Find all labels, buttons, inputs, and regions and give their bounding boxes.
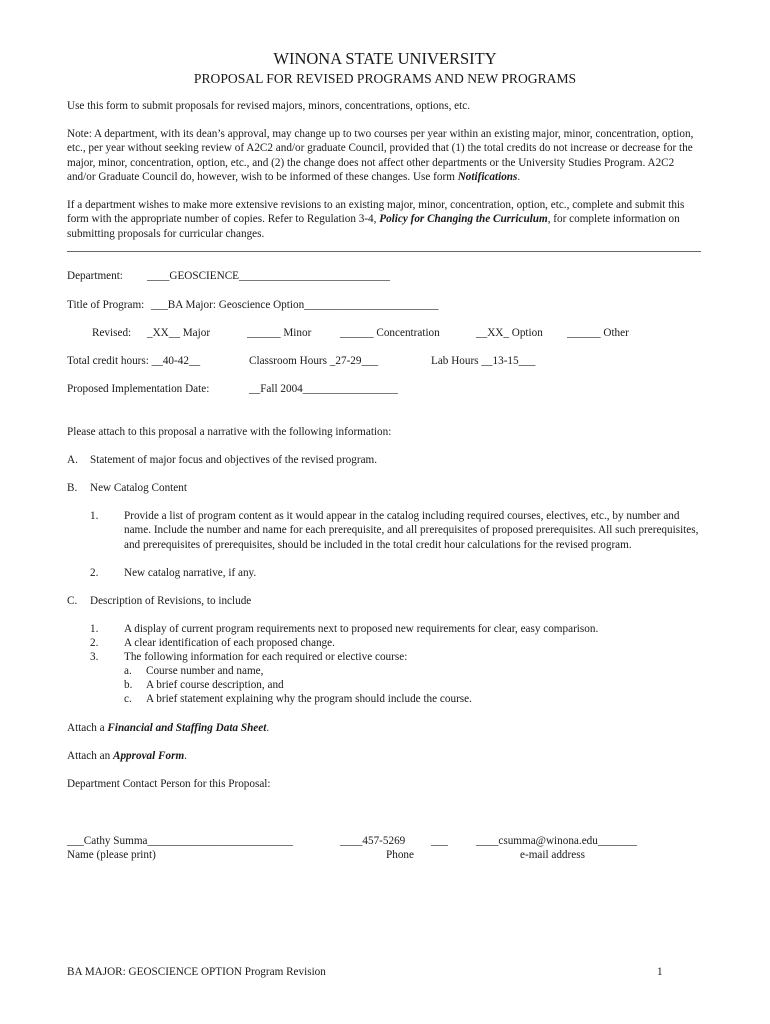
financial-prefix: Attach a [67,722,108,734]
item-c3b-text: A brief course description, and [146,679,284,691]
department-label: Department: [67,270,123,282]
item-c3c-text: A brief statement explaining why the program should include the course. [146,693,472,705]
extensive-end: , for complete information on submitting proposals for curricular changes. [67,213,680,240]
lab-hours-field[interactable]: Lab Hours __13-15___ [431,355,536,367]
contact-email-field[interactable]: ____csumma@winona.edu_______ [476,835,638,847]
revised-label: Revised: [92,327,132,339]
classroom-hours-field[interactable]: Classroom Hours _27-29___ [249,355,379,367]
item-a-text: Statement of major focus and objectives of the revised program. [90,454,378,466]
note-end: . [517,171,521,184]
narrative-intro: Please attach to this proposal a narrative with the following information: [67,426,392,438]
program-title-label: Title of Program: [67,299,145,311]
item-c-text: Description of Revisions, to include [90,595,252,607]
contact-blank-field[interactable]: ___ [431,835,448,847]
item-a-letter: A. [67,454,78,466]
revised-option-field[interactable]: __XX_ Option [476,327,543,339]
department-field[interactable]: ____GEOSCIENCE___________________________ [147,270,391,282]
item-b1-text: Provide a list of program content as it would appear in the catalog including required courses, electives, etc., by number and name. Include the number and name for each prerequisite, and all prerequisites of proposed prerequisites. All such prerequisites, and prerequisites of prerequisites, should be included in the total credit hour calculations for the revised program. [124,510,699,551]
item-c-letter: C. [67,595,78,607]
item-b-letter: B. [67,482,78,494]
item-c1-text: A display of current program requirements next to proposed new requirements for clear, easy comparison. [124,623,599,635]
credit-hours-field[interactable]: Total credit hours: __40-42__ [67,355,201,367]
approval-form-name: Approval Form [112,750,185,762]
note-text: Note: A department, with its dean’s approval, may change up to two courses per year within an existing major, minor, concentration, option, etc., per year without seeking review of A2C2 and/or graduate Council, provided that (1) the total credits do not increase or decrease for the major, minor, concentration, option, etc., and (2) the change does not affect other departments or the University Studies Program. A2C2 and/or Graduate Council do, however, wish to be informed of these changes. Use form [67,128,694,184]
extensive-text: If a department wishes to make more extensive revisions to an existing major, minor, concentration, option, etc., complete and submit this form with the appropriate number of copies. Refer to Regulation 3-4, [67,199,685,226]
item-c3a-letter: a. [124,665,132,677]
name-caption: Name (please print) [67,849,156,861]
footer-title: BA MAJOR: GEOSCIENCE OPTION Program Revision [67,966,326,978]
approval-prefix: Attach an [67,750,113,762]
approval-form-line [67,749,187,763]
item-b2-number: 2. [90,567,99,579]
item-c3-text: The following information for each required or elective course: [124,651,408,663]
financial-sheet-line [67,721,269,735]
implementation-date-field[interactable]: __Fall 2004_________________ [249,383,398,395]
form-subtitle: PROPOSAL FOR REVISED PROGRAMS AND NEW PROGRAMS [193,71,577,86]
item-b-text: New Catalog Content [90,482,187,494]
policy-name: Policy for Changing the Curriculum [379,213,548,226]
divider [67,251,701,252]
financial-suffix: . [266,722,270,734]
revised-concentration-field[interactable]: ______ Concentration [340,327,440,339]
item-c2-text: A clear identification of each proposed change. [124,637,335,649]
program-title-field[interactable]: ___BA Major: Geoscience Option________________________ [151,299,439,311]
contact-label: Department Contact Person for this Proposal: [67,778,271,790]
note-paragraph [67,127,701,185]
item-c3c-letter: c. [124,693,132,705]
item-c3a-text: Course number and name, [146,665,264,677]
extensive-revisions-paragraph [67,198,701,241]
notifications-form-name: Notifications [457,171,518,184]
email-caption: e-mail address [520,849,585,861]
revised-other-field[interactable]: ______ Other [567,327,629,339]
use-form-text: Use this form to submit proposals for revised majors, minors, concentrations, options, etc. [67,100,470,112]
revised-minor-field[interactable]: ______ Minor [247,327,312,339]
item-b2-text: New catalog narrative, if any. [124,567,257,579]
item-c1-number: 1. [90,623,99,635]
financial-sheet-name: Financial and Staffing Data Sheet [107,722,267,734]
revised-major-field[interactable]: _XX__ Major [147,327,211,339]
page-number: 1 [657,966,663,978]
implementation-date-label: Proposed Implementation Date: [67,383,210,395]
item-c2-number: 2. [90,637,99,649]
approval-suffix: . [184,750,187,762]
contact-phone-field[interactable]: ____457-5269 [340,835,406,847]
contact-name-field[interactable]: ___Cathy Summa__________________________ [67,835,293,847]
item-b1-number: 1. [90,510,99,522]
item-c3b-letter: b. [124,679,133,691]
university-title: WINONA STATE UNIVERSITY [273,49,497,68]
item-c3-number: 3. [90,651,99,663]
phone-caption: Phone [386,849,414,861]
